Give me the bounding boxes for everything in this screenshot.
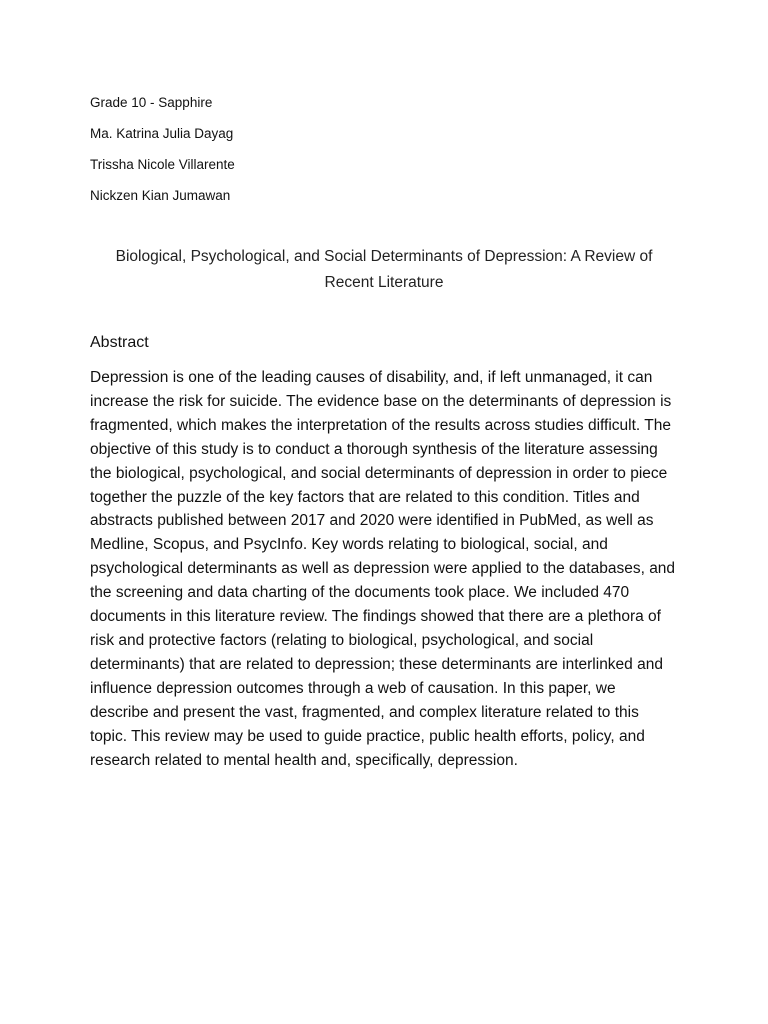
abstract-body: Depression is one of the leading causes of disability, and, if left unmanaged, it can increase the risk for suicide. The evidence base on the determinants of depression is fragmented, which makes the interpretation of the results across studies difficult. The objective of this study is to conduct a thorough synthesis of the literature assessing the biological, psychological, and social determinants of depression in order to piece together the puzzle of the key factors that are related to this condition. Titles and abstracts published between 2017 and 2020 were identified in PubMed, as well as Medline, Scopus, and PsycInfo. Key words relating to biological, social, and psychological determinants as well as depression were applied to the databases, and the screening and data charting of the documents took place. We included 470 documents in this literature review. The findings showed that there are a plethora of risk and protective factors (relating to biological, psychological, and social determinants) that are related to depression; these determinants are interlinked and influence depression outcomes through a web of causation. In this paper, we describe and present the vast, fragmented, and complex literature related to this topic. This review may be used to guide practice, public health efforts, policy, and research related to mental health and, specifically, depression. [90,369,676,769]
author-header [90,94,490,218]
abstract-heading: Abstract [90,334,149,351]
author-name: Trissha Nicole Villarente [90,157,235,172]
author-name: Nickzen Kian Jumawan [90,188,231,203]
grade-section: Grade 10 - Sapphire [90,95,213,110]
author-name: Ma. Katrina Julia Dayag [90,126,234,141]
paper-title: Biological, Psychological, and Social Determinants of Depression: A Review of Recent Literature [115,248,653,291]
